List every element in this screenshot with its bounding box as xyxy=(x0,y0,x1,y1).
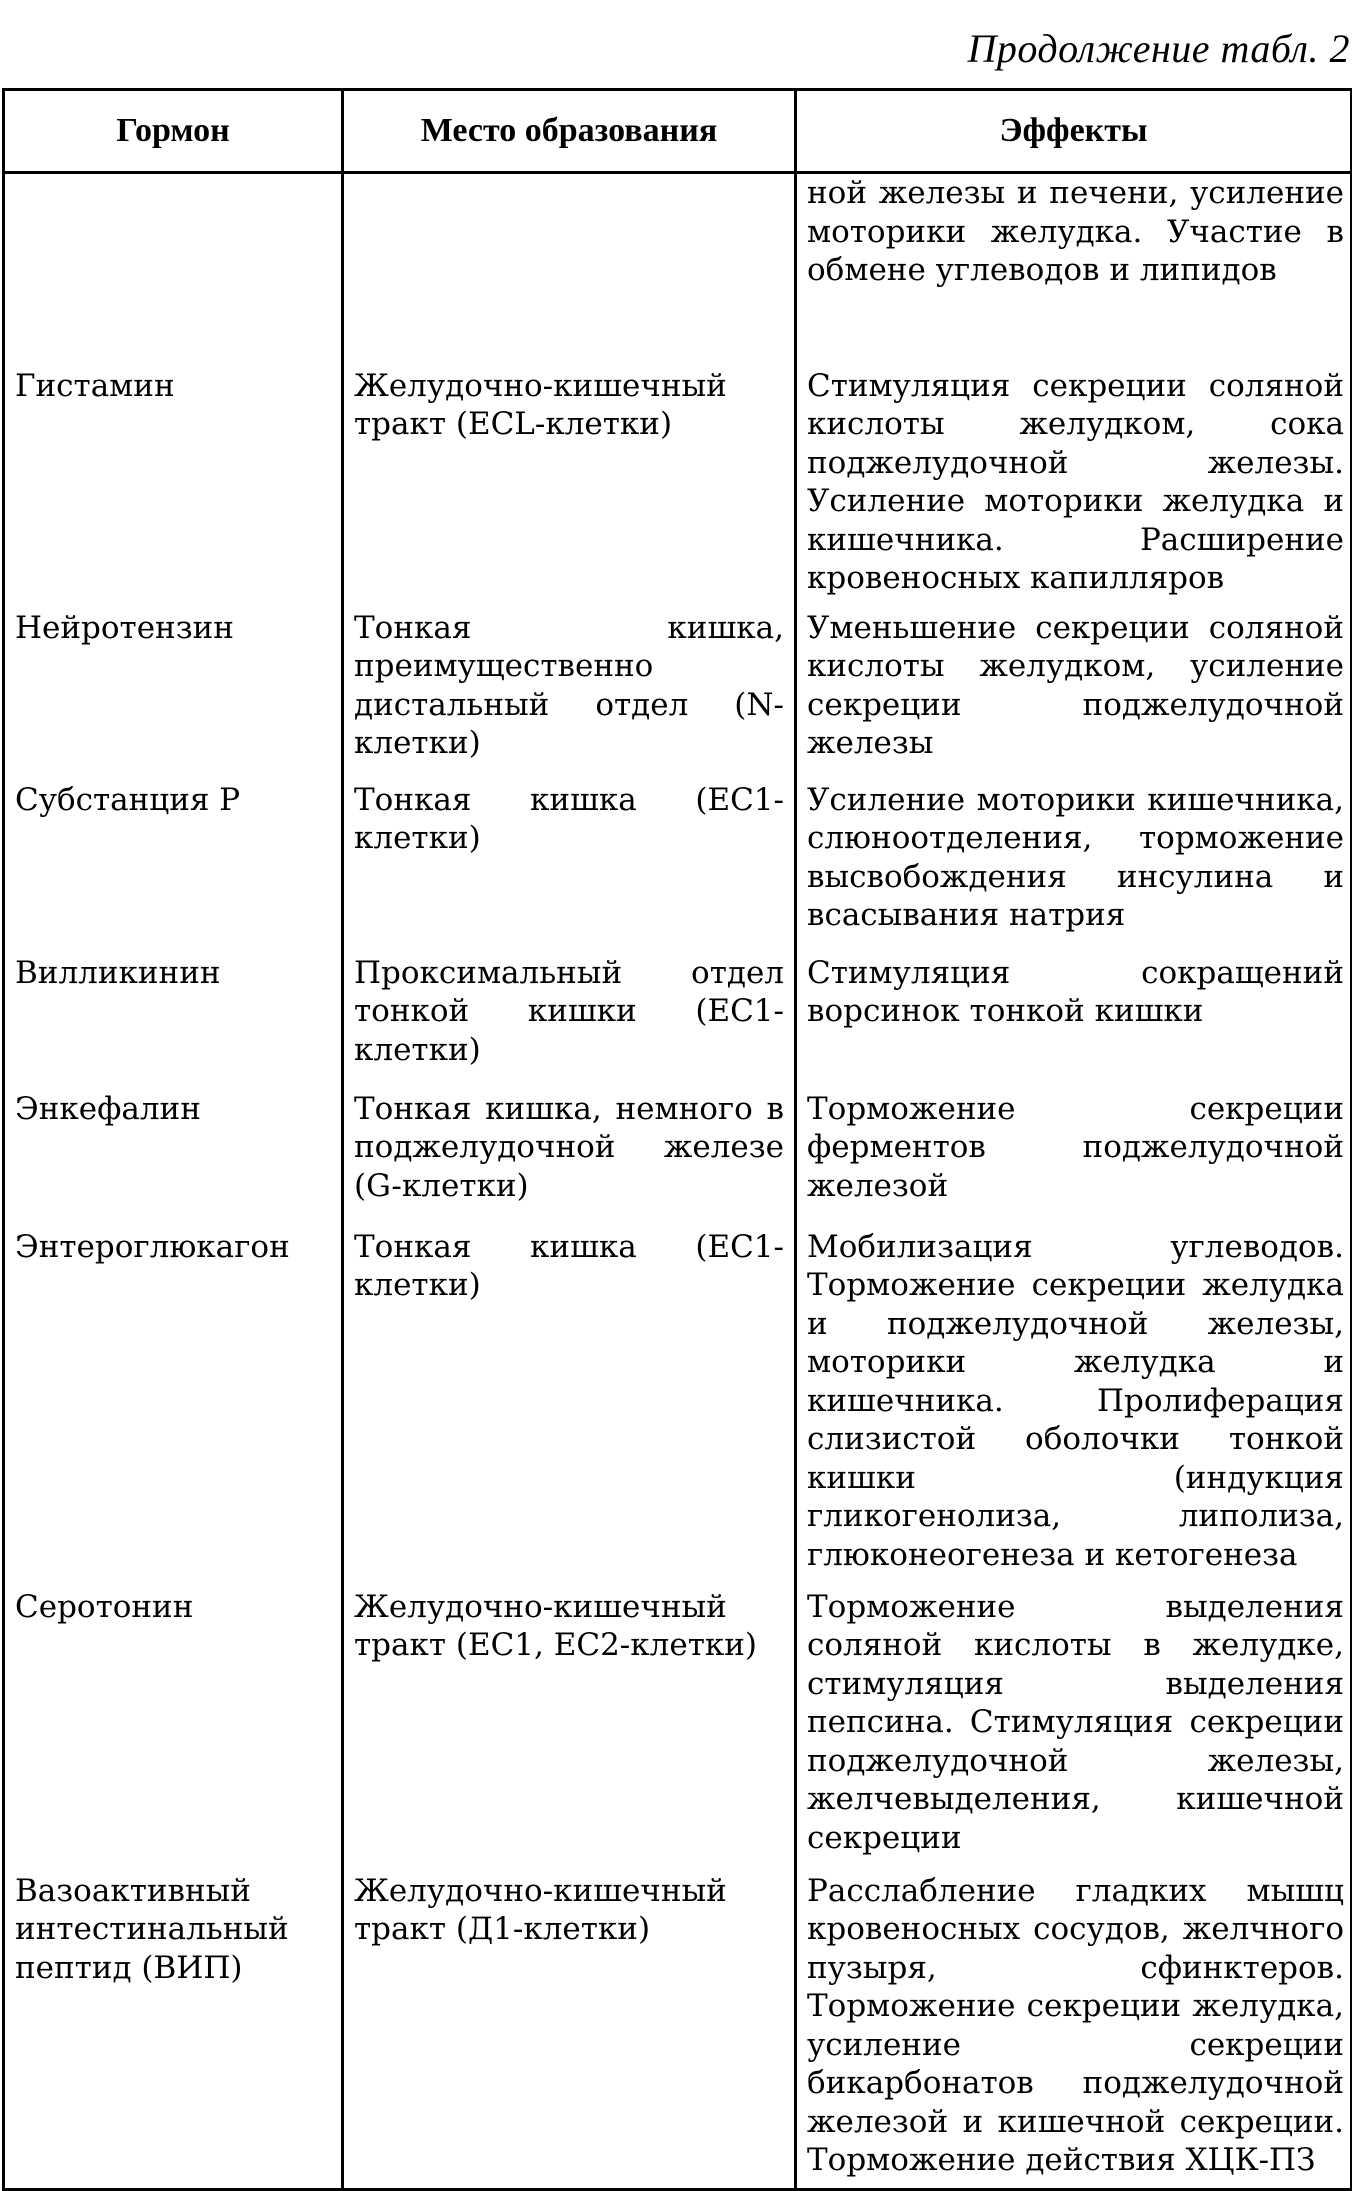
place-cell: Желудочно-кишечный тракт (ECL-клетки) xyxy=(343,367,796,609)
hormone-cell: Нейротензин xyxy=(4,609,343,781)
effects-cell: Стимуляция секреции соляной кислоты желудком, сока поджелудочной железы. Усиление моторики желудка и кишечника. Расширение кровеносных капилляров xyxy=(796,367,1352,609)
place-cell: Тонкая кишка (EC1-клетки) xyxy=(343,781,796,954)
table-row xyxy=(4,173,1352,367)
header-hormone: Гормон xyxy=(4,90,343,173)
hormone-cell: Энтероглюкагон xyxy=(4,1228,343,1588)
table-row xyxy=(4,1228,1352,1588)
effects-cell: Торможение секреции ферментов поджелудочной железой xyxy=(796,1090,1352,1228)
table-row xyxy=(4,954,1352,1090)
hormone-cell: Серотонин xyxy=(4,1588,343,1872)
place-cell: Проксимальный отдел тонкой кишки (EC1-клетки) xyxy=(343,954,796,1090)
effects-cell: Расслабление гладких мышц кровеносных сосудов, желчного пузыря, сфинктеров. Торможение секреции желудка, усиление секреции бикарбонатов поджелудочной железой и кишечной секреции. Торможение действия ХЦК-ПЗ xyxy=(796,1872,1352,2190)
table-row xyxy=(4,781,1352,954)
hormone-table xyxy=(2,88,1352,2191)
effects-cell: Торможение выделения соляной кислоты в желудке, стимуляция выделения пепсина. Стимуляция секреции поджелудочной железы, желчевыделения, кишечной секреции xyxy=(796,1588,1352,1872)
place-cell xyxy=(343,173,796,367)
table-row xyxy=(4,1588,1352,1872)
effects-cell: Усиление моторики кишечника, слюноотделения, торможение высвобождения инсулина и всасывания натрия xyxy=(796,781,1352,954)
place-cell: Желудочно-кишечный тракт (EC1, EC2-клетки) xyxy=(343,1588,796,1872)
place-cell: Тонкая кишка, преимущественно дистальный отдел (N-клетки) xyxy=(343,609,796,781)
effects-cell: Мобилизация углеводов. Торможение секреции желудка и поджелудочной железы, моторики желудка и кишечника. Пролиферация слизистой оболочки тонкой кишки (индукция гликогенолиза, липолиза, глюконеогенеза и кетогенеза xyxy=(796,1228,1352,1588)
hormone-cell xyxy=(4,173,343,367)
place-cell: Желудочно-кишечный тракт (Д1-клетки) xyxy=(343,1872,796,2190)
table-row xyxy=(4,1090,1352,1228)
table-caption: Продолжение табл. 2 xyxy=(967,26,1350,71)
table-row xyxy=(4,367,1352,609)
effects-cell: Уменьшение секреции соляной кислоты желудком, усиление секреции поджелудочной железы xyxy=(796,609,1352,781)
table-row xyxy=(4,609,1352,781)
header-place: Место образования xyxy=(343,90,796,173)
hormone-cell: Вилликинин xyxy=(4,954,343,1090)
effects-cell: ной железы и печени, усиление моторики желудка. Участие в обмене углеводов и липидов xyxy=(796,173,1352,367)
hormone-cell: Гистамин xyxy=(4,367,343,609)
hormone-cell: Вазоактивный интестинальный пептид (ВИП) xyxy=(4,1872,343,2190)
hormone-cell: Энкефалин xyxy=(4,1090,343,1228)
header-row xyxy=(4,90,1352,173)
table-row xyxy=(4,1872,1352,2190)
place-cell: Тонкая кишка (EC1-клетки) xyxy=(343,1228,796,1588)
header-effects: Эффекты xyxy=(796,90,1352,173)
place-cell: Тонкая кишка, немного в поджелудочной железе (G-клетки) xyxy=(343,1090,796,1228)
hormone-cell: Субстанция Р xyxy=(4,781,343,954)
effects-cell: Стимуляция сокращений ворсинок тонкой кишки xyxy=(796,954,1352,1090)
